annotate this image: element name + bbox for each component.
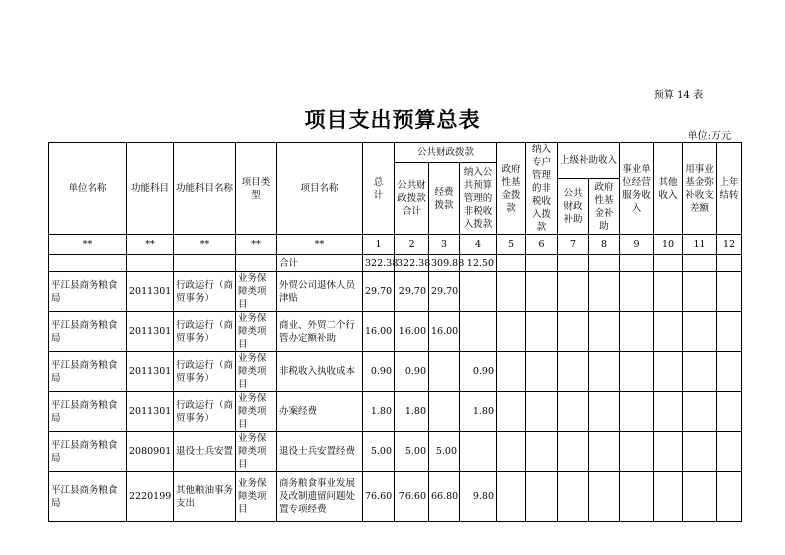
row-appropriation: 29.70 [429,272,460,312]
row-project-name: 商业、外贸二个行管办定额补助 [277,312,363,352]
row-proj-type: 业务保障类项目 [236,472,277,522]
row-proj-type: 业务保障类项目 [236,392,277,432]
header-fund-offset: 用事业基金弥补收支差额 [683,143,717,235]
table-row [49,312,742,352]
empty-cell [717,312,742,352]
empty-cell [683,392,717,432]
empty-cell [497,352,526,392]
header-upper-public-fiscal: 公共财政补助 [558,179,589,235]
header-proj-type: 项目类型 [236,143,277,235]
header-upper-gov-fund: 政府性基金补助 [589,179,620,235]
row-proj-type: 业务保障类项目 [236,312,277,352]
code-cell: ** [174,235,236,255]
empty-cell [683,352,717,392]
header-func-code: 功能科目 [127,143,174,235]
code-cell: ** [236,235,277,255]
empty-cell [526,432,558,472]
empty-cell [654,392,683,432]
header-appropriation: 经费拨款 [429,163,460,235]
empty-cell [497,432,526,472]
empty-cell [526,472,558,522]
empty-cell [683,432,717,472]
empty-cell [526,312,558,352]
code-cell: 9 [620,235,654,255]
total-appropriation: 309.88 [429,255,460,272]
empty-cell [589,312,620,352]
empty-cell [717,432,742,472]
table-number: 预算 14 表 [653,90,703,101]
code-cell: 11 [683,235,717,255]
table-row [49,432,742,472]
code-cell: 8 [589,235,620,255]
empty-cell [497,312,526,352]
row-non-tax: 0.90 [460,352,497,392]
code-cell: ** [49,235,127,255]
row-func-code: 2220199 [127,472,174,522]
code-cell: 4 [460,235,497,255]
total-non-tax: 12.50 [460,255,497,272]
row-non-tax: 1.80 [460,392,497,432]
row-project-name: 办案经费 [277,392,363,432]
total-total: 322.38 [363,255,395,272]
unit-label: 单位:万元 [687,131,731,142]
empty-cell [654,352,683,392]
empty-cell [558,432,589,472]
row-unit-name: 平江县商务粮食局 [49,472,127,522]
empty-cell [589,272,620,312]
row-total: 76.60 [363,472,395,522]
empty-cell [620,472,654,522]
header-gov-fund: 政府性基金拨款 [497,143,526,235]
empty-cell [717,472,742,522]
page-title: 项目支出预算总表 [304,107,481,132]
table-row [49,392,742,432]
total-row [49,255,742,272]
row-subtotal: 5.00 [395,432,429,472]
empty-cell [558,392,589,432]
row-total: 5.00 [363,432,395,472]
header-upper-subsidy: 上级补助收入 [558,143,620,179]
empty-cell [589,392,620,432]
row-func-name: 行政运行（商贸事务） [174,272,236,312]
row-unit-name: 平江县商务粮食局 [49,312,127,352]
code-cell: 2 [395,235,429,255]
row-func-name: 其他粮油事务支出 [174,472,236,522]
code-cell: 5 [497,235,526,255]
row-proj-type: 业务保障类项目 [236,272,277,312]
code-cell: 3 [429,235,460,255]
header-proj-name: 项目名称 [277,143,363,235]
empty-cell [654,432,683,472]
header-unit-name: 单位名称 [49,143,127,235]
table-row [49,472,742,522]
header-other-income: 其他收入 [654,143,683,235]
empty-cell [620,352,654,392]
empty-cell [620,432,654,472]
row-subtotal: 1.80 [395,392,429,432]
row-subtotal: 76.60 [395,472,429,522]
row-func-name: 退役士兵安置 [174,432,236,472]
code-cell: 10 [654,235,683,255]
row-appropriation: 16.00 [429,312,460,352]
row-func-name: 行政运行（商贸事务） [174,392,236,432]
row-unit-name: 平江县商务粮食局 [49,352,127,392]
empty-cell [717,272,742,312]
empty-cell [620,312,654,352]
row-project-name: 外贸公司退休人员津贴 [277,272,363,312]
empty-cell [558,472,589,522]
row-func-name: 行政运行（商贸事务） [174,352,236,392]
header-special-non-tax: 纳入专户管理的非税收入拨款 [526,143,558,235]
row-non-tax [460,312,497,352]
header-carry-over: 上年结转 [717,143,742,235]
empty-cell [526,272,558,312]
row-func-name: 行政运行（商贸事务） [174,312,236,352]
empty-cell [654,272,683,312]
empty-cell [654,472,683,522]
row-proj-type: 业务保障类项目 [236,352,277,392]
row-total: 16.00 [363,312,395,352]
row-total: 29.70 [363,272,395,312]
row-subtotal: 16.00 [395,312,429,352]
empty-cell [589,432,620,472]
empty-cell [558,352,589,392]
header-non-tax-budget: 纳入公共预算管理的非税收入拨款 [460,163,497,235]
header-func-name: 功能科目名称 [174,143,236,235]
code-row [49,235,742,255]
row-func-code: 2011301 [127,392,174,432]
header-public-subtotal: 公共财政拨款合计 [395,163,429,235]
code-cell: 6 [526,235,558,255]
row-appropriation [429,352,460,392]
empty-cell [497,472,526,522]
empty-cell [589,472,620,522]
empty-cell [654,312,683,352]
row-project-name: 商务粮食事业发展及改制遗留问题处置专项经费 [277,472,363,522]
row-appropriation [429,392,460,432]
row-func-code: 2011301 [127,352,174,392]
empty-cell [526,352,558,392]
row-unit-name: 平江县商务粮食局 [49,392,127,432]
row-func-code: 2011301 [127,272,174,312]
row-non-tax [460,432,497,472]
code-cell: ** [277,235,363,255]
row-project-name: 退役士兵安置经费 [277,432,363,472]
row-subtotal: 29.70 [395,272,429,312]
table-row [49,272,742,312]
code-cell: ** [127,235,174,255]
row-unit-name: 平江县商务粮食局 [49,432,127,472]
empty-cell [683,272,717,312]
empty-cell [683,472,717,522]
empty-cell [620,272,654,312]
total-label: 合计 [277,255,363,272]
code-cell: 7 [558,235,589,255]
empty-cell [620,392,654,432]
header-total: 总 计 [363,143,395,235]
row-proj-type: 业务保障类项目 [236,432,277,472]
row-non-tax: 9.80 [460,472,497,522]
table-row [49,352,742,392]
empty-cell [526,392,558,432]
empty-cell [497,392,526,432]
row-appropriation: 66.80 [429,472,460,522]
empty-cell [589,352,620,392]
empty-cell [558,272,589,312]
empty-cell [558,312,589,352]
total-subtotal: 322.38 [395,255,429,272]
empty-cell [717,392,742,432]
row-subtotal: 0.90 [395,352,429,392]
empty-cell [683,312,717,352]
header-service-income: 事业单位经营服务收入 [620,143,654,235]
row-project-name: 非税收入执收成本 [277,352,363,392]
code-cell: 1 [363,235,395,255]
row-total: 1.80 [363,392,395,432]
row-func-code: 2011301 [127,312,174,352]
row-non-tax [460,272,497,312]
header-public-fiscal: 公共财政拨款 [395,143,497,163]
empty-cell [717,352,742,392]
code-cell: 12 [717,235,742,255]
budget-table [48,142,742,522]
row-total: 0.90 [363,352,395,392]
row-appropriation: 5.00 [429,432,460,472]
row-func-code: 2080901 [127,432,174,472]
empty-cell [497,272,526,312]
row-unit-name: 平江县商务粮食局 [49,272,127,312]
